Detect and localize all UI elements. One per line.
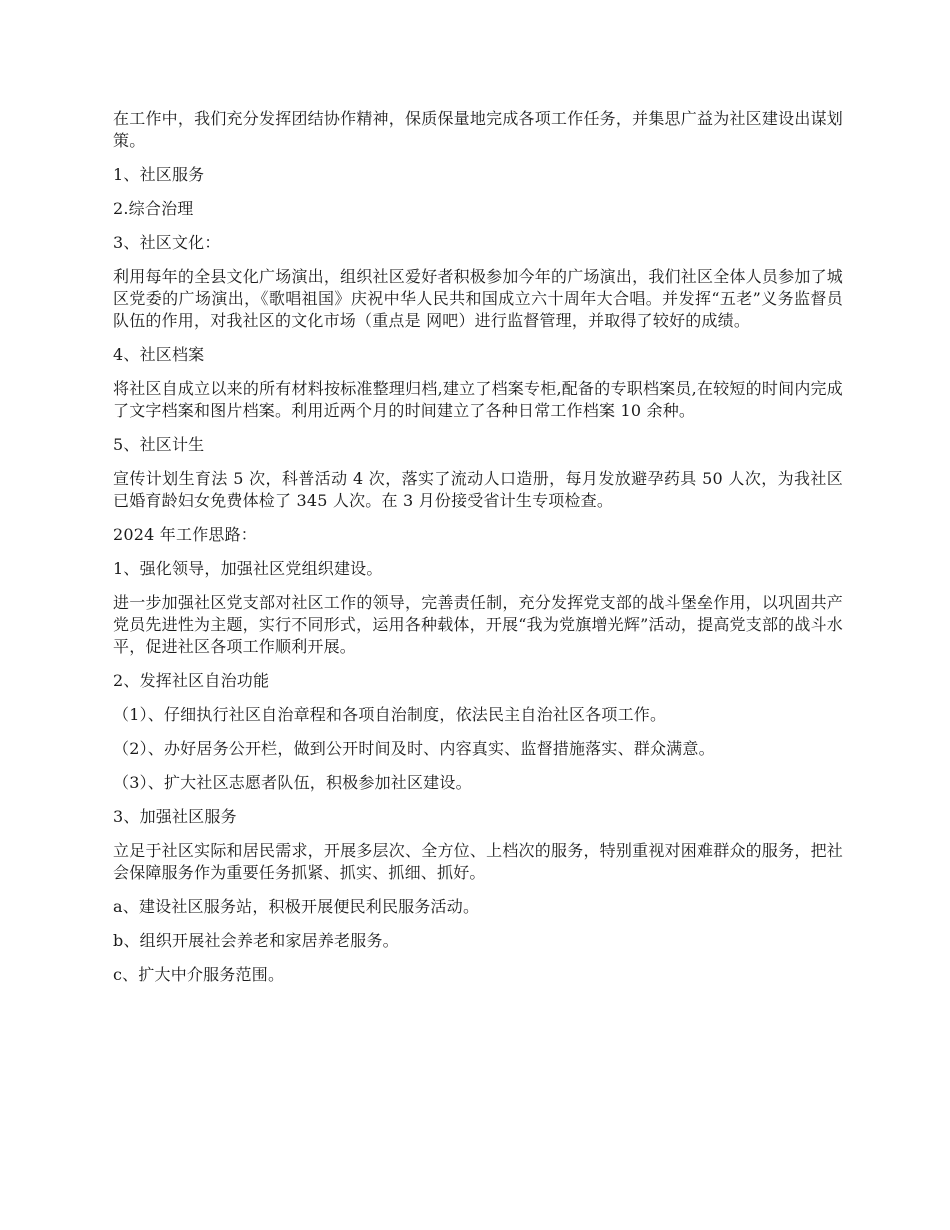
heading-self-governance: 2、发挥社区自治功能: [113, 671, 270, 690]
heading-family-planning: 5、社区计生: [113, 435, 205, 454]
document-page: [113, 108, 843, 998]
paragraph-culture: 利用每年的全县文化广场演出，组织社区爱好者积极参加今年的广场演出，我们社区全体人员参加了城区党委的广场演出，《歌唱祖国》庆祝中华人民共和国成立六十周年大合唱。并发挥“五老”义务监督员队伍的作用，对我社区的文化市场（重点是 网吧）进行监督管理，并取得了较好的成绩。: [113, 267, 843, 330]
list-item-self-governance-2: （2）、办好居务公开栏，做到公开时间及时、内容真实、监督措施落实、群众满意。: [113, 739, 715, 758]
heading-community-archives: 4、社区档案: [113, 345, 205, 364]
heading-work-plan: 2024 年工作思路：: [113, 525, 258, 544]
paragraph-intro: 在工作中，我们充分发挥团结协作精神，保质保量地完成各项工作任务，并集思广益为社区建设出谋划策。: [113, 109, 843, 150]
heading-strengthen-service: 3、加强社区服务: [113, 807, 237, 826]
heading-community-service: 1、社区服务: [113, 165, 205, 184]
list-item-self-governance-3: （3）、扩大社区志愿者队伍，积极参加社区建设。: [113, 773, 472, 792]
list-item-service-c: c、扩大中介服务范围。: [113, 965, 285, 984]
heading-community-culture: 3、社区文化：: [113, 233, 221, 252]
list-item-service-a: a、建设社区服务站，积极开展便民利民服务活动。: [113, 897, 480, 916]
list-item-self-governance-1: （1）、仔细执行社区自治章程和各项自治制度，依法民主自治社区各项工作。: [113, 705, 667, 724]
paragraph-leadership: 进一步加强社区党支部对社区工作的领导，完善责任制，充分发挥党支部的战斗堡垒作用，以巩固共产党员先进性为主题，实行不同形式，运用各种载体，开展“我为党旗增光辉”活动，提高党支部的战斗水平，促进社区各项工作顺利开展。: [113, 593, 843, 656]
list-item-service-b: b、组织开展社会养老和家居养老服务。: [113, 931, 399, 950]
paragraph-service: 立足于社区实际和居民需求，开展多层次、全方位、上档次的服务，特别重视对困难群众的服务，把社会保障服务作为重要任务抓紧、抓实、抓细、抓好。: [113, 841, 843, 882]
paragraph-family-planning: 宣传计划生育法 5 次，科普活动 4 次，落实了流动人口造册，每月发放避孕药具 50 人次，为我社区已婚育龄妇女免费体检了 345 人次。在 3 月份接受省计生专项检查。: [113, 469, 843, 510]
heading-comprehensive-governance: 2.综合治理: [113, 199, 194, 218]
heading-strengthen-leadership: 1、强化领导，加强社区党组织建设。: [113, 559, 383, 578]
paragraph-archives: 将社区自成立以来的所有材料按标准整理归档,建立了档案专柜,配备的专职档案员,在较短的时间内完成了文字档案和图片档案。利用近两个月的时间建立了各种日常工作档案 10 余种。: [113, 379, 843, 420]
